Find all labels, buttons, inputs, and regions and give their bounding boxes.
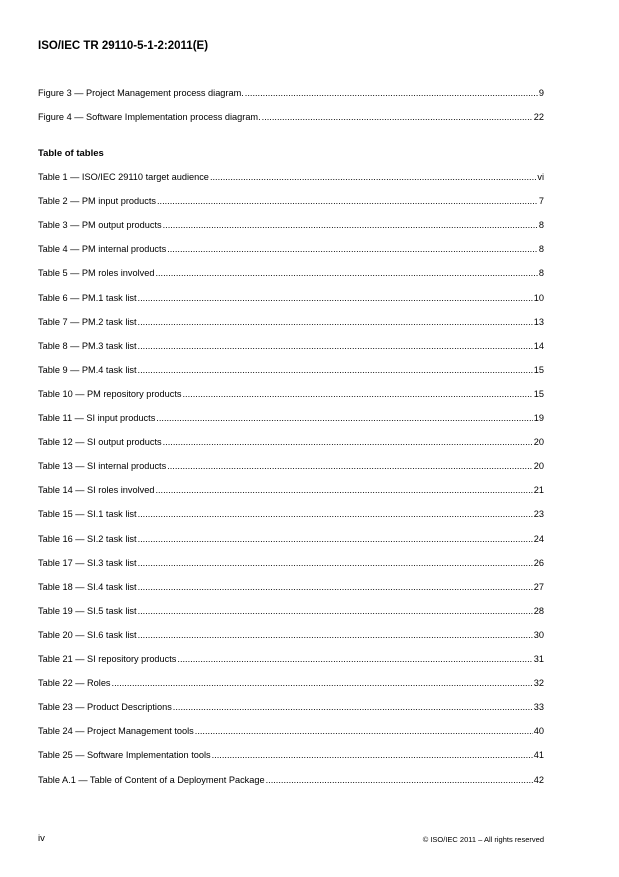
toc-leader-dots — [138, 558, 533, 569]
toc-entry-page: 31 — [533, 654, 544, 664]
toc-entry-table[interactable] — [38, 485, 544, 496]
toc-leader-dots — [138, 630, 533, 641]
document-header-id: ISO/IEC TR 29110-5-1-2:2011(E) — [38, 40, 209, 52]
table-of-tables-heading: Table of tables — [38, 148, 104, 159]
toc-leader-dots — [167, 461, 533, 472]
toc-entry-table[interactable] — [38, 389, 544, 400]
toc-entry-table[interactable] — [38, 558, 544, 569]
toc-entry-label: Table 1 — ISO/IEC 29110 target audience — [38, 172, 209, 182]
toc-entry-label: Table 8 — PM.3 task list — [38, 340, 137, 351]
toc-entry-page: 40 — [533, 726, 544, 737]
toc-entry-table[interactable] — [38, 365, 544, 376]
toc-entry-table[interactable] — [38, 534, 544, 545]
toc-entry-label: Table 11 — SI input products — [38, 413, 156, 423]
toc-entry-table[interactable] — [38, 509, 544, 520]
toc-entry-page: 23 — [533, 509, 544, 520]
toc-entry-page: 27 — [533, 581, 544, 592]
toc-entry-label: Table 25 — Software Implementation tools — [38, 750, 211, 761]
toc-entry-page: 28 — [533, 605, 544, 616]
toc-entry-page: 14 — [533, 340, 544, 351]
footer-page-number: iv — [38, 833, 45, 844]
toc-entry-page: 19 — [533, 413, 544, 423]
toc-leader-dots — [138, 534, 533, 545]
toc-entry-label: Table 20 — SI.6 task list — [38, 629, 137, 640]
toc-entry-page: 13 — [533, 316, 544, 327]
toc-leader-dots — [156, 413, 532, 424]
toc-leader-dots — [155, 268, 537, 279]
toc-entry-table[interactable] — [38, 702, 544, 713]
toc-entry-table[interactable] — [38, 437, 544, 448]
footer-copyright: © ISO/IEC 2011 – All rights reserved — [422, 835, 544, 844]
toc-leader-dots — [138, 293, 533, 304]
toc-leader-dots — [138, 341, 533, 352]
toc-entry-label: Table 13 — SI internal products — [38, 461, 167, 472]
toc-entry-page: 10 — [533, 292, 544, 303]
toc-entry-label: Table 14 — SI roles involved — [38, 485, 155, 496]
toc-entry-page: 15 — [533, 388, 544, 399]
toc-entry-label: Table 22 — Roles — [38, 678, 111, 689]
toc-entry-table[interactable] — [38, 244, 544, 255]
toc-leader-dots — [157, 196, 538, 207]
toc-entry-table[interactable] — [38, 196, 544, 207]
toc-leader-dots — [167, 244, 538, 255]
toc-entry-page: 20 — [533, 437, 544, 448]
toc-leader-dots — [195, 726, 533, 737]
toc-entry-table[interactable] — [38, 726, 544, 737]
toc-entry-page: 8 — [538, 244, 544, 255]
toc-entry-page: 33 — [533, 702, 544, 713]
toc-entry-page: 24 — [533, 533, 544, 544]
toc-entry-page: 9 — [538, 88, 544, 98]
toc-entry-label: Table 16 — SI.2 task list — [38, 533, 137, 544]
toc-entry-page: 8 — [538, 268, 544, 279]
toc-entry-label: Table 19 — SI.5 task list — [38, 605, 137, 616]
toc-entry-label: Table 3 — PM output products — [38, 220, 162, 231]
toc-leader-dots — [210, 172, 536, 183]
toc-leader-dots — [155, 485, 532, 496]
toc-entry-label: Table 24 — Project Management tools — [38, 726, 194, 737]
toc-entry-label: Figure 4 — Software Implementation process diagram. — [38, 112, 261, 122]
toc-entry-table[interactable] — [38, 172, 544, 183]
toc-leader-dots — [245, 88, 538, 99]
toc-leader-dots — [138, 317, 533, 328]
toc-entry-page: 41 — [533, 750, 544, 761]
toc-leader-dots — [173, 702, 533, 713]
toc-entry-page: 42 — [533, 774, 544, 785]
toc-entry-label: Table 12 — SI output products — [38, 437, 162, 448]
toc-entry-label: Table 10 — PM repository products — [38, 388, 182, 399]
toc-entry-figure-4[interactable] — [38, 112, 544, 123]
toc-entry-page: 7 — [538, 196, 544, 207]
toc-entry-figure-3[interactable] — [38, 88, 544, 99]
toc-leader-dots — [138, 509, 533, 520]
toc-entry-table[interactable] — [38, 413, 544, 424]
toc-entry-label: Table 5 — PM roles involved — [38, 268, 155, 279]
toc-entry-table[interactable] — [38, 341, 544, 352]
toc-entry-table[interactable] — [38, 293, 544, 304]
toc-entry-page: 26 — [533, 557, 544, 568]
toc-leader-dots — [138, 606, 533, 617]
toc-entry-label: Table 23 — Product Descriptions — [38, 702, 172, 713]
toc-entry-label: Table 18 — SI.4 task list — [38, 581, 137, 592]
toc-entry-label: Table 2 — PM input products — [38, 196, 156, 207]
toc-entry-page: 21 — [533, 485, 544, 496]
toc-entry-table[interactable] — [38, 220, 544, 231]
toc-entry-table[interactable] — [38, 461, 544, 472]
toc-entry-page: 32 — [533, 678, 544, 689]
toc-leader-dots — [163, 220, 538, 231]
toc-entry-label: Table 15 — SI.1 task list — [38, 509, 137, 520]
toc-leader-dots — [138, 365, 533, 376]
toc-leader-dots — [183, 389, 533, 400]
toc-entry-table[interactable] — [38, 317, 544, 328]
toc-entry-page: 8 — [538, 220, 544, 231]
toc-leader-dots — [163, 437, 533, 448]
toc-leader-dots — [212, 750, 533, 761]
toc-entry-table[interactable] — [38, 268, 544, 279]
toc-entry-label: Table 17 — SI.3 task list — [38, 557, 137, 568]
toc-leader-dots — [138, 582, 533, 593]
toc-entry-table[interactable] — [38, 606, 544, 617]
toc-entry-label: Figure 3 — Project Management process diagram. — [38, 88, 244, 98]
toc-entry-label: Table A.1 — Table of Content of a Deployment Package — [38, 774, 265, 785]
toc-entry-page: vi — [537, 172, 544, 182]
toc-entry-page: 15 — [533, 364, 544, 375]
toc-entry-table[interactable] — [38, 654, 544, 665]
toc-entry-label: Table 21 — SI repository products — [38, 654, 177, 664]
toc-entry-page: 20 — [533, 461, 544, 472]
toc-leader-dots — [266, 775, 533, 786]
toc-leader-dots — [112, 678, 533, 689]
toc-entry-table[interactable] — [38, 630, 544, 641]
toc-leader-dots — [177, 654, 532, 665]
toc-entry-table[interactable] — [38, 678, 544, 689]
toc-entry-label: Table 4 — PM internal products — [38, 244, 167, 255]
toc-entry-table[interactable] — [38, 775, 544, 786]
toc-entry-page: 30 — [533, 629, 544, 640]
toc-entry-label: Table 6 — PM.1 task list — [38, 292, 137, 303]
toc-entry-table[interactable] — [38, 582, 544, 593]
toc-entry-table[interactable] — [38, 750, 544, 761]
toc-entry-label: Table 7 — PM.2 task list — [38, 316, 137, 327]
toc-leader-dots — [262, 112, 533, 123]
toc-entry-label: Table 9 — PM.4 task list — [38, 364, 137, 375]
toc-entry-page: 22 — [533, 112, 544, 122]
